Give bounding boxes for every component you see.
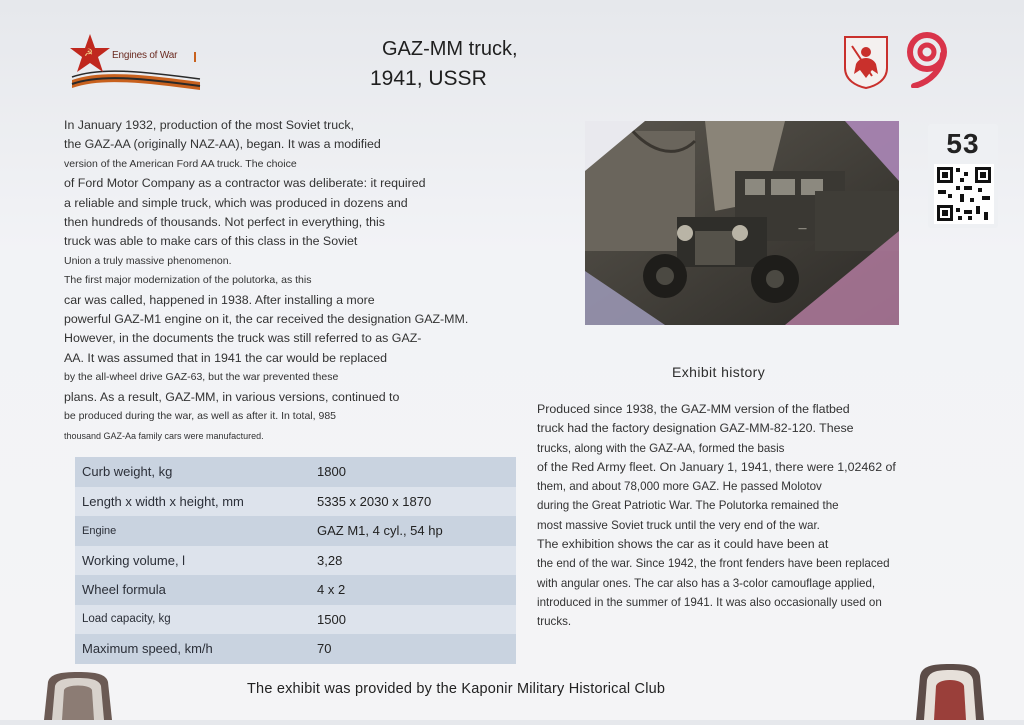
history-line: them, and about 78,000 more GAZ. He passed Molotov [537, 480, 822, 494]
logo-text: Engines of War [112, 50, 178, 61]
specs-table [75, 457, 516, 664]
spec-value: 4 x 2 [317, 582, 346, 598]
spec-label: Load capacity, kg [82, 613, 171, 626]
exhibit-number-box [928, 124, 998, 228]
history-title: Exhibit history [672, 364, 766, 380]
spec-row [75, 634, 516, 664]
spec-value: 1500 [317, 611, 346, 627]
intro-line: plans. As a result, GAZ-MM, in various versions, continued to [64, 389, 400, 404]
intro-line: car was called, happened in 1938. After installing a more [64, 292, 375, 307]
intro-line: truck was able to make cars of this class in the Soviet [64, 234, 358, 249]
history-line: with angular ones. The car also has a 3-color camouflage applied, [537, 576, 876, 590]
intro-line: AA. It was assumed that in 1941 the car would be replaced [64, 350, 388, 365]
intro-text [64, 116, 534, 446]
qr-code-icon[interactable] [934, 164, 994, 224]
intro-line: In January 1932, production of the most Soviet truck, [64, 118, 354, 132]
history-line: truck had the factory designation GAZ-MM-82-120. These [537, 421, 854, 436]
spec-label: Engine [82, 524, 117, 537]
spec-value: 5335 x 2030 x 1870 [317, 493, 432, 509]
history-line: The exhibition shows the car as it could have been at [537, 537, 829, 552]
intro-line: then hundreds of thousands. Not perfect in everything, this [64, 215, 385, 230]
spec-label: Maximum speed, km/h [82, 641, 213, 657]
spec-label: Working volume, l [82, 552, 186, 568]
svg-text:☭: ☭ [84, 48, 93, 59]
history-line: introduced in the summer of 1941. It was also occasionally used on [537, 595, 882, 609]
spec-row [75, 605, 516, 635]
exhibit-number: 53 [946, 128, 980, 159]
history-line: the end of the war. Since 1942, the front fenders have been replaced [537, 557, 890, 571]
spec-row [75, 516, 516, 546]
spec-value: GAZ M1, 4 cyl., 54 hp [317, 523, 443, 539]
red-star-ribbon-icon [70, 30, 205, 98]
intro-line: the GAZ-AA (originally NAZ-AA), began. It was a modified [64, 137, 381, 152]
history-text [537, 400, 977, 632]
spec-value: 70 [317, 641, 332, 657]
spec-value: 1800 [317, 464, 346, 480]
intro-line: Union a truly massive phenomenon. [64, 254, 232, 267]
intro-line: thousand GAZ-Aa family cars were manufactured. [64, 430, 264, 441]
spec-row [75, 575, 516, 605]
engines-of-war-logo [70, 30, 205, 98]
spec-value: 3,28 [317, 552, 343, 568]
spec-row [75, 457, 516, 487]
history-line: trucks. [537, 615, 572, 629]
footer-credit: The exhibit was provided by the Kaponir Military Historical Club [247, 681, 666, 697]
intro-line: be produced during the war, as well as after it. In total, 985 [64, 410, 336, 423]
svg-text:—: — [798, 224, 807, 234]
red-nine-logo-icon [902, 30, 956, 88]
spec-label: Length x width x height, mm [82, 493, 244, 509]
spec-label: Curb weight, kg [82, 464, 173, 480]
intro-line: The first major modernization of the polutorka, as this [64, 274, 312, 287]
intro-line: powerful GAZ-M1 engine on it, the car received the designation GAZ-MM. [64, 312, 469, 327]
history-line: of the Red Army fleet. On January 1, 1941, there were 1,02462 of [537, 459, 896, 474]
history-line: during the Great Patriotic War. The Polutorka remained the [537, 499, 839, 513]
moscow-coat-of-arms-icon [842, 34, 890, 90]
spec-row [75, 487, 516, 517]
vintage-truck-photo [585, 121, 899, 325]
intro-line: However, in the documents the truck was still referred to as GAZ- [64, 331, 422, 346]
intro-line: by the all-wheel drive GAZ-63, but the war prevented these [64, 371, 339, 384]
title-line-1: GAZ-MM truck, [382, 38, 518, 60]
history-line: most massive Soviet truck until the very end of the war. [537, 518, 820, 532]
intro-line: a reliable and simple truck, which was produced in dozens and [64, 195, 408, 210]
intro-line: of Ford Motor Company as a contractor was deliberate: it required [64, 176, 426, 191]
history-line: trucks, along with the GAZ-AA, formed the basis [537, 441, 785, 455]
mounting-clip-left-icon [38, 668, 118, 720]
history-line: Produced since 1938, the GAZ-MM version of the flatbed [537, 402, 850, 416]
mounting-clip-right-icon [912, 660, 988, 720]
title-line-2: 1941, USSR [370, 67, 487, 90]
spec-row [75, 546, 516, 576]
spec-label: Wheel formula [82, 582, 166, 598]
intro-line: version of the American Ford AA truck. The choice [64, 157, 297, 170]
